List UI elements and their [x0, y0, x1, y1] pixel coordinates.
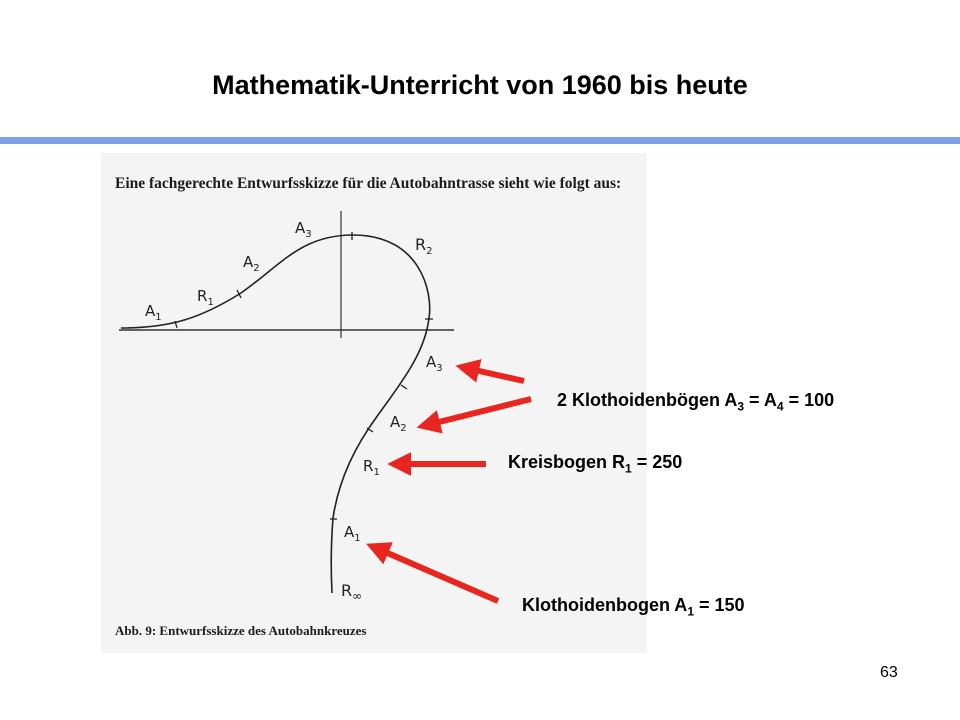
- label-A2-lower: $A_2$: [390, 413, 407, 434]
- page-number: 63: [880, 664, 898, 681]
- arrow-A2: [427, 399, 531, 425]
- label-R2: $R_2$: [415, 235, 433, 257]
- slide-title: Mathematik-Unterricht von 1960 bis heute: [212, 70, 748, 100]
- label-A1-lower: $A_1$: [344, 523, 361, 544]
- label-A3-lower: $A_3$: [426, 353, 443, 374]
- klothoiden-pair-label: 2 Klothoidenbögen $A_3 = A_4 = 100$: [557, 390, 835, 414]
- label-A3-upper: $A_3$: [295, 219, 312, 240]
- label-A1-upper: $A_1$: [145, 302, 162, 323]
- klothoide-single-label: Klothoidenbogen $A_1 = 150$: [522, 595, 745, 619]
- figure-heading: Eine fachgerechte Entwurfsskizze für die Autobahntrasse sieht wie folgt aus:: [115, 175, 622, 192]
- kreisbogen-label: Kreisbogen $R_1 = 250$: [508, 452, 683, 476]
- label-R1-upper: $R_1$: [197, 287, 214, 308]
- label-A2-upper: $A_2$: [243, 253, 260, 274]
- arrow-A1: [376, 548, 498, 601]
- label-Rinf: $R_\infty$: [341, 581, 363, 603]
- arrow-A3: [466, 368, 524, 381]
- figure-caption: Abb. 9: Entwurfsskizze des Autobahnkreuzes: [115, 623, 367, 638]
- label-R1-lower: $R_1$: [363, 457, 380, 478]
